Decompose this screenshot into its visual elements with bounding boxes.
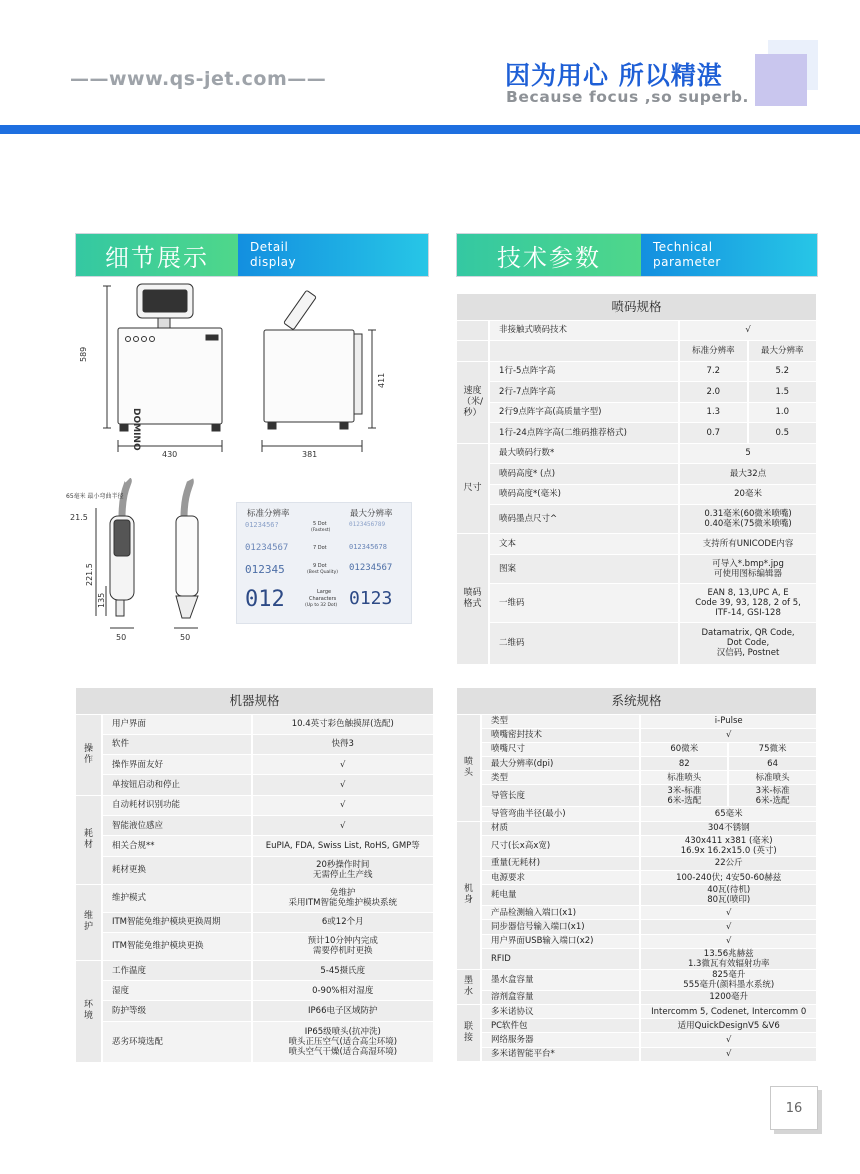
spec-value: √ (640, 1033, 817, 1047)
spec-value-max: 3米-标准 6米-选配 (728, 785, 817, 807)
table-row (457, 554, 817, 583)
spec-label: 1行-5点阵字高 (489, 361, 679, 382)
spec-label: RFID (481, 948, 640, 969)
dim-50-left: 50 (116, 633, 127, 642)
table-row (457, 341, 817, 362)
spec-value: √ (679, 320, 817, 341)
spec-value: 免维护 采用ITM智能免维护模块系统 (252, 884, 434, 912)
spec-label: 喷码高度*(毫米) (489, 484, 679, 505)
sample-std-7dot: 01234567 (245, 543, 289, 553)
spec-value: √ (640, 1047, 817, 1061)
dim-21-5: 21.5 (70, 513, 88, 522)
table-row (457, 1004, 817, 1018)
spec-label: 相关合规** (102, 836, 252, 856)
spec-label: 耗电量 (481, 885, 640, 906)
row-group-label: 环境 (76, 960, 102, 1062)
spec-label: 导管长度 (481, 785, 640, 807)
table-row (457, 969, 817, 990)
spec-value: √ (640, 728, 817, 742)
spec-value: 20毫米 (679, 484, 817, 505)
spec-value: IP65级喷头(抗冲洗) 喷头正压空气(适合高尘环境) 喷头空气干燥(适合高湿环境) (252, 1021, 434, 1062)
table-row (457, 423, 817, 444)
table-row (76, 775, 434, 795)
spec-label: 文本 (489, 534, 679, 555)
dim-height-front: 589 (79, 346, 88, 362)
spec-value: 5-45摄氏度 (252, 960, 434, 980)
table-row (76, 884, 434, 912)
spec-label: 图案 (489, 554, 679, 583)
spec-value-standard: 3米-标准 6米-选配 (640, 785, 728, 807)
table-row (457, 871, 817, 885)
spec-value-max: 0.5 (748, 423, 817, 444)
spec-label: 墨水盒容量 (481, 969, 640, 990)
spec-label: 最大分辨率(dpi) (481, 757, 640, 771)
spec-label: 网络服务器 (481, 1033, 640, 1047)
spec-value-standard: 60微米 (640, 742, 728, 756)
spec-label: 溶剂盒容量 (481, 990, 640, 1004)
sample-mid-9dot-note: (Best Quality) (307, 570, 338, 575)
spec-value: 1200毫升 (640, 990, 817, 1004)
table-row (76, 960, 434, 980)
print-sample-panel (236, 502, 412, 624)
spec-value-max: 5.2 (748, 361, 817, 382)
tech-title-en-line1: Technical (653, 240, 713, 254)
spec-value: 5 (679, 443, 817, 464)
spec-value: 预计10分钟内完成 需要停机时更换 (252, 932, 434, 960)
sample-std-9dot: 012345 (245, 563, 285, 576)
sample-std-large: 012 (245, 587, 285, 612)
spec-value-standard: 标准喷头 (640, 771, 728, 785)
spec-label: 最大喷码行数* (489, 443, 679, 464)
system-spec-table (457, 688, 818, 1062)
table-row (76, 981, 434, 1001)
spec-value: 100-240伏; 4安50-60赫兹 (640, 871, 817, 885)
table-row (457, 742, 817, 756)
spec-value-max: 64 (728, 757, 817, 771)
detail-title-en-line1: Detail (250, 240, 289, 254)
table-row (457, 1019, 817, 1033)
spec-label: 2行9点阵字高(高质量字型) (489, 402, 679, 423)
spec-label (489, 341, 679, 362)
spec-value: 0.31毫米(60微米喷嘴) 0.40毫米(75微米喷嘴) (679, 505, 817, 534)
spec-value: 可导入*.bmp*.jpg 可使用图标编辑器 (679, 554, 817, 583)
table-row (457, 583, 817, 622)
spec-label: 湿度 (102, 981, 252, 1001)
table-title: 机器规格 (76, 688, 434, 714)
tech-title-cn: 技术参数 (457, 234, 641, 276)
row-group-label: 墨水 (457, 969, 481, 1004)
slogan-chinese: 因为用心 所以精湛 (505, 61, 723, 90)
spec-value-max: 75微米 (728, 742, 817, 756)
spec-label: 类型 (481, 771, 640, 785)
table-row (76, 755, 434, 775)
spec-value: 最大32点 (679, 464, 817, 485)
decorative-square (755, 54, 807, 106)
spec-label: 1行-24点阵字高(二维码推荐格式) (489, 423, 679, 444)
spec-label: 非接触式喷码技术 (489, 320, 679, 341)
spec-label: 材质 (481, 821, 640, 835)
spec-label: 类型 (481, 714, 640, 728)
row-group-label: 喷头 (457, 714, 481, 821)
spec-value-standard: 82 (640, 757, 728, 771)
table-row (457, 920, 817, 934)
table-row (457, 1033, 817, 1047)
sample-mid-large: Large (317, 589, 332, 595)
sample-max-9dot: 01234567 (349, 563, 393, 573)
table-row (457, 622, 817, 664)
spec-value: EAN 8, 13,UPC A, E Code 39, 93, 128, 2 of 5, ITF-14, GSI-128 (679, 583, 817, 622)
spec-label: 2行-7点阵字高 (489, 382, 679, 403)
sample-max-5dot: 0123456789 (349, 521, 386, 528)
dim-135: 135 (97, 592, 106, 608)
table-row (457, 382, 817, 403)
spec-label: ITM智能免维护模块更换周期 (102, 912, 252, 932)
dim-221-5: 221.5 (85, 563, 94, 586)
spec-value: EuPIA, FDA, Swiss List, RoHS, GMP等 (252, 836, 434, 856)
dim-width-side: 381 (302, 450, 318, 459)
table-row (457, 771, 817, 785)
spec-value: 22公斤 (640, 856, 817, 870)
row-group-label: 联接 (457, 1004, 481, 1061)
spec-label: 产品检测输入端口(x1) (481, 906, 640, 920)
table-row (76, 714, 434, 734)
tech-title-en-line2: parameter (653, 255, 721, 269)
spec-label: 维护模式 (102, 884, 252, 912)
print-spec-table (457, 294, 818, 665)
table-row (76, 912, 434, 932)
sample-mid-5dot-note: (Fastest) (311, 528, 331, 533)
spec-label: 操作界面友好 (102, 755, 252, 775)
spec-label: 同步器信号输入端口(x1) (481, 920, 640, 934)
sample-mid-large-2: Characters (309, 596, 337, 602)
spec-value: 304不锈钢 (640, 821, 817, 835)
table-row (457, 443, 817, 464)
spec-value: 430x411 x381 (毫米) 16.9x 16.2x15.0 (英寸) (640, 835, 817, 856)
spec-value: √ (640, 934, 817, 948)
spec-label: 智能液位感应 (102, 815, 252, 835)
spec-value: √ (252, 795, 434, 815)
spec-value-standard: 0.7 (679, 423, 747, 444)
spec-label: 尺寸(长x高x宽) (481, 835, 640, 856)
spec-label: 多米诺智能平台* (481, 1047, 640, 1061)
spec-label: 多米诺协议 (481, 1004, 640, 1018)
detail-title-en (238, 234, 428, 276)
dim-height-side: 411 (377, 372, 386, 388)
sample-std-5dot: 0123456? (245, 521, 279, 529)
table-row (76, 932, 434, 960)
row-group-label: 机身 (457, 821, 481, 969)
row-group-label: 速度（米/秒） (457, 361, 489, 443)
technical-parameter-banner (456, 233, 818, 277)
sample-header-max: 最大分辨率 (350, 509, 393, 519)
spec-label: 二维码 (489, 622, 679, 664)
dim-width-front: 430 (162, 450, 178, 459)
table-row (76, 815, 434, 835)
spec-value: 825毫升 555毫升(颜料墨水系统) (640, 969, 817, 990)
detail-title-cn: 细节展示 (76, 234, 238, 276)
spec-value-max: 标准喷头 (728, 771, 817, 785)
spec-value-max: 1.0 (748, 402, 817, 423)
brand-logo-text: DOMINO (131, 408, 141, 451)
spec-value: √ (252, 775, 434, 795)
table-row (457, 835, 817, 856)
spec-value: √ (252, 815, 434, 835)
spec-value: √ (252, 755, 434, 775)
sample-mid-7dot: 7 Dot (313, 545, 327, 551)
table-row (457, 807, 817, 821)
printer-front-view-drawing (76, 282, 236, 462)
spec-label: 电源要求 (481, 871, 640, 885)
spec-value: 6或12个月 (252, 912, 434, 932)
table-row (457, 785, 817, 807)
spec-value: IP66电子区域防护 (252, 1001, 434, 1021)
spec-label: 用户界面USB输入端口(x2) (481, 934, 640, 948)
table-row (457, 505, 817, 534)
dim-50-right: 50 (180, 633, 191, 642)
website-url: ——www.qs-jet.com—— (70, 68, 327, 90)
spec-value: Intercomm 5, Codenet, Intercomm 0 (640, 1004, 817, 1018)
sample-header-standard: 标准分辨率 (247, 509, 290, 519)
table-row (76, 836, 434, 856)
table-row (457, 402, 817, 423)
spec-label: 喷码墨点尺寸^ (489, 505, 679, 534)
header-divider-bar (0, 125, 860, 134)
spec-label: 喷码高度* (点) (489, 464, 679, 485)
spec-label: 工作温度 (102, 960, 252, 980)
spec-value: √ (640, 920, 817, 934)
spec-value: √ (640, 906, 817, 920)
spec-label: 一维码 (489, 583, 679, 622)
spec-value: 65毫米 (640, 807, 817, 821)
printer-side-view-drawing (254, 282, 400, 462)
table-row (457, 484, 817, 505)
spec-label: 喷嘴密封技术 (481, 728, 640, 742)
row-group-empty (457, 341, 489, 362)
spec-value: 适用QuickDesignV5 &V6 (640, 1019, 817, 1033)
row-group-label: 喷码格式 (457, 534, 489, 665)
detail-display-banner (75, 233, 429, 277)
table-row (457, 464, 817, 485)
table-title: 喷码规格 (457, 294, 817, 320)
spec-value: 0-90%相对湿度 (252, 981, 434, 1001)
spec-value: Datamatrix, QR Code, Dot Code, 汉信码, Postnet (679, 622, 817, 664)
row-group-label: 耗材 (76, 795, 102, 884)
spec-value-standard: 标准分辨率 (679, 341, 747, 362)
row-group-empty (457, 320, 489, 341)
table-row (457, 906, 817, 920)
spec-label: 防护等级 (102, 1001, 252, 1021)
row-group-label: 操作 (76, 714, 102, 795)
table-row (457, 934, 817, 948)
spec-value-max: 最大分辨率 (748, 341, 817, 362)
spec-label: 恶劣环境选配 (102, 1021, 252, 1062)
bend-radius-label: 65毫米 最小弯曲半径 (66, 493, 124, 500)
table-row (76, 856, 434, 884)
sample-mid-5dot: 5 Dot (313, 521, 327, 527)
table-row (76, 795, 434, 815)
table-row (457, 948, 817, 969)
spec-value: i-Pulse (640, 714, 817, 728)
sample-mid-large-3: (Up to 32 Dot) (305, 603, 338, 608)
table-title: 系统规格 (457, 688, 817, 714)
spec-value: 20秒操作时间 无需停止生产线 (252, 856, 434, 884)
spec-value: 10.4英寸彩色触摸屏(选配) (252, 714, 434, 734)
table-row (76, 1001, 434, 1021)
table-row (457, 821, 817, 835)
table-row (457, 728, 817, 742)
table-row (457, 990, 817, 1004)
spec-value-standard: 2.0 (679, 382, 747, 403)
spec-label: 用户界面 (102, 714, 252, 734)
table-row (457, 714, 817, 728)
table-row (457, 1047, 817, 1061)
spec-label: 喷嘴尺寸 (481, 742, 640, 756)
spec-label: 软件 (102, 734, 252, 754)
table-row (457, 534, 817, 555)
slogan-english: Because focus ,so superb. (506, 88, 750, 106)
row-group-label: 尺寸 (457, 443, 489, 534)
sample-mid-9dot: 9 Dot (313, 563, 327, 569)
machine-spec-table (76, 688, 435, 1063)
spec-label: 自动耗材识别功能 (102, 795, 252, 815)
tech-title-en (641, 234, 817, 276)
spec-value: 13.56兆赫兹 1.3微瓦有效辐射功率 (640, 948, 817, 969)
sample-max-7dot: 012345678 (349, 543, 387, 551)
row-group-label: 维护 (76, 884, 102, 960)
spec-label: 导管弯曲半径(最小) (481, 807, 640, 821)
table-row (457, 757, 817, 771)
spec-label: 单按钮启动和停止 (102, 775, 252, 795)
spec-value-max: 1.5 (748, 382, 817, 403)
spec-label: ITM智能免维护模块更换 (102, 932, 252, 960)
table-row (457, 885, 817, 906)
print-head-drawing (66, 478, 236, 644)
table-row (457, 856, 817, 870)
sample-max-large: 0123 (349, 588, 393, 609)
spec-label: 重量(无耗材) (481, 856, 640, 870)
page-number: 16 (770, 1086, 818, 1130)
spec-value: 支持所有UNICODE内容 (679, 534, 817, 555)
spec-value: 40瓦(待机) 80瓦(喷印) (640, 885, 817, 906)
spec-value-standard: 1.3 (679, 402, 747, 423)
spec-value-standard: 7.2 (679, 361, 747, 382)
table-row (76, 1021, 434, 1062)
spec-label: PC软件包 (481, 1019, 640, 1033)
detail-title-en-line2: display (250, 255, 297, 269)
table-row (457, 361, 817, 382)
table-row (76, 734, 434, 754)
spec-value: 快得3 (252, 734, 434, 754)
spec-label: 耗材更换 (102, 856, 252, 884)
table-row (457, 320, 817, 341)
